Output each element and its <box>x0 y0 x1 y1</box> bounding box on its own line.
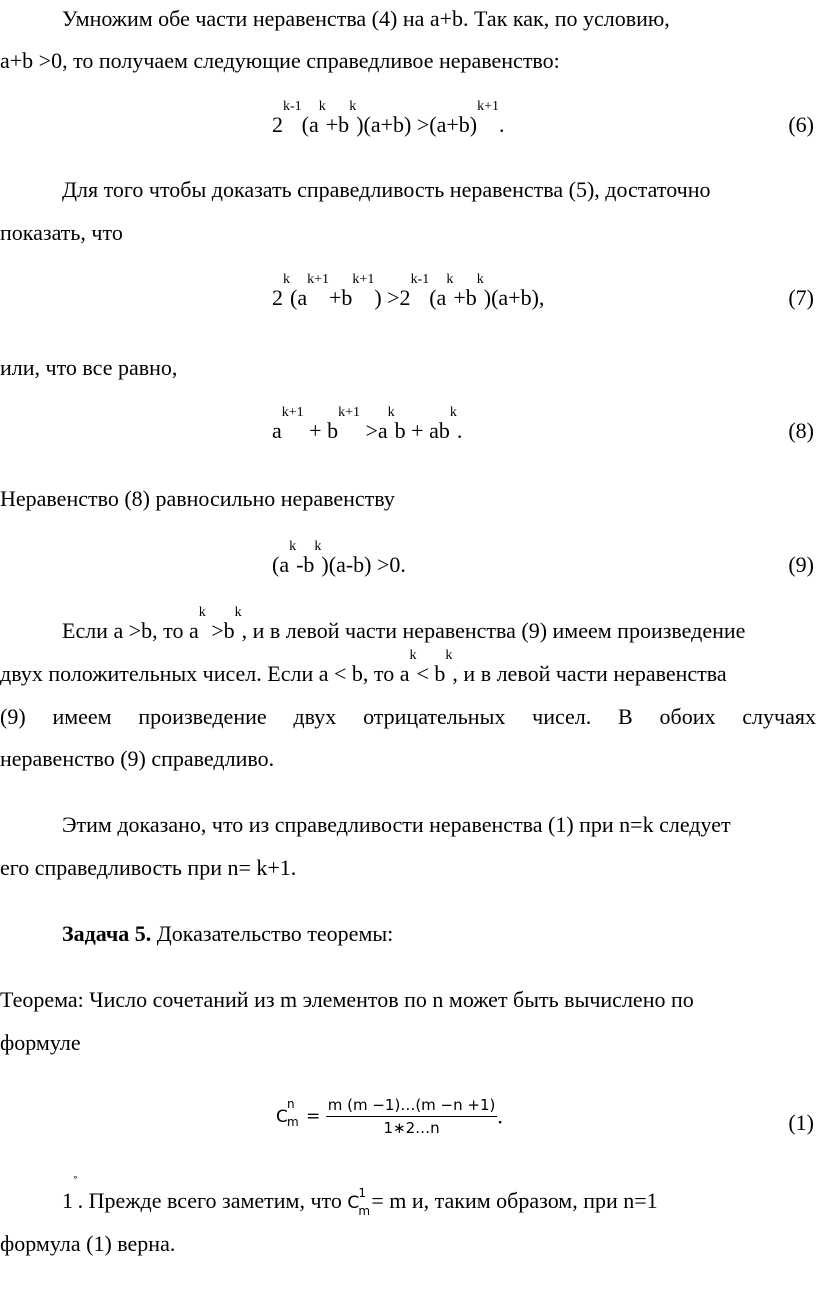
combination-symbol: C n m <box>276 1096 299 1129</box>
equation-8-number: (8) <box>788 418 814 443</box>
paragraph-1-line-2: a+b >0, то получаем следующие справедливое неравенство: <box>0 48 560 73</box>
paragraph-5-line-2-text: двух положительных чисел. Если a < b, то a <box>0 661 410 686</box>
equation-combinations: C n m = $\frac{m (m -1)\dots(m -n +1)}{1∗2\dots n}$ . <box>276 1096 503 1137</box>
equation-7: $2^k(a^{k+1}+b^{k+1}) >2^{k-1}(a^k+b^k)(a+b)$, <box>272 272 545 310</box>
theorem-line-1: Теорема: Число сочетаний из m элементов по n может быть вычислено по <box>0 987 694 1012</box>
task-title: Доказательство теоремы: <box>151 921 394 946</box>
task-heading <box>62 919 816 949</box>
paragraph-6-line-1: Этим доказано, что из справедливости неравенства (1) при n=k следует <box>62 812 731 837</box>
paragraph-3-line-1: или, что все равно, <box>0 355 178 380</box>
paragraph-7-line-1: 1˚. Прежде всего заметим, что C 1 m = m и, таким образом, при n=1 <box>62 1175 658 1218</box>
paragraph-2-line-1: Для того чтобы доказать справедливость неравенства (5), достаточно <box>62 177 711 202</box>
paragraph-1-line-1: Умножим обе части неравенства (4) на a+b. Так как, по условию, <box>62 6 670 31</box>
paragraph-5-line-2: двух положительных чисел. Если a < b, то $a^k< b^k$, и в левой части неравенства <box>0 648 727 686</box>
equation-6: $2^{k-1}(a^k+b^k)(a+b) >(a+b)^{k+1}$. <box>272 99 505 137</box>
combination-symbol-inline: C 1 m <box>347 1186 371 1218</box>
fraction-numerator: m (m −1)…(m −n +1) <box>326 1096 498 1117</box>
equation-1-number: (1) <box>788 1110 814 1135</box>
equation-6-number: (6) <box>788 112 814 137</box>
theorem-line-2: формуле <box>0 1030 81 1055</box>
paragraph-5-line-1: Если a >b, то $a^k >b^k$, и в левой части неравенства (9) имеем произведение <box>62 605 746 643</box>
equation-9: $(a^k-b^k)(a-b) >0$. <box>272 539 406 577</box>
paragraph-6-line-2: его справедливость при n= k+1. <box>0 855 297 880</box>
paragraph-4-line-1: Неравенство (8) равносильно неравенству <box>0 486 395 511</box>
paragraph-5-line-4: неравенство (9) справедливо. <box>0 746 275 771</box>
equation-7-number: (7) <box>788 285 814 310</box>
combination-fraction <box>326 1096 498 1137</box>
task-label: Задача 5. <box>62 921 152 946</box>
equation-9-number: (9) <box>788 552 814 577</box>
equation-8: $a^{k+1} + b^{k+1} >a^kb + ab^k$. <box>272 405 463 443</box>
paragraph-5-line-3: (9) имеем произведение двух отрицательных чисел. В обоих случаях <box>0 704 816 729</box>
paragraph-7-line-2: формула (1) верна. <box>0 1231 176 1256</box>
fraction-denominator: 1∗2…n <box>383 1119 440 1137</box>
paragraph-2-line-2: показать, что <box>0 220 123 245</box>
